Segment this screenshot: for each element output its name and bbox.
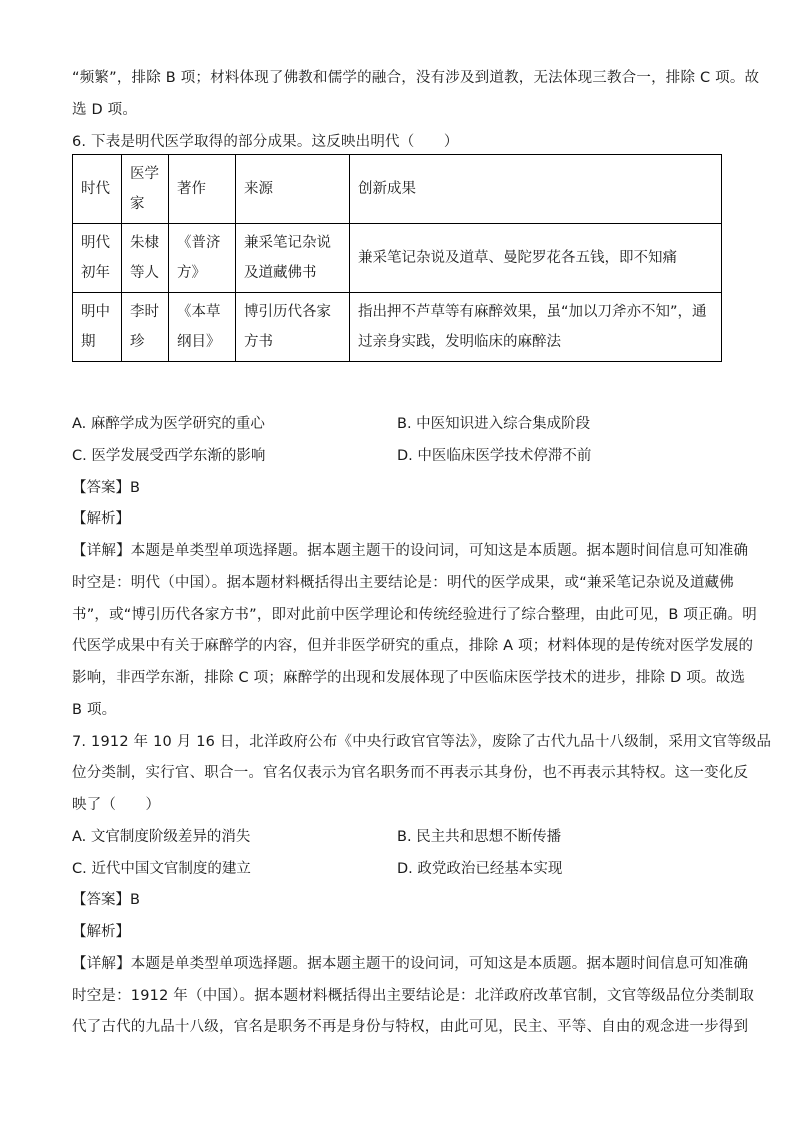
q7-option-d: D. 政党政治已经基本实现: [397, 861, 563, 877]
q7-stem-line: 映了（ ）: [72, 797, 161, 813]
q7-analysis-label: 【解析】: [72, 924, 130, 940]
table-header-cell: 医学家: [122, 155, 169, 224]
q6-detail-line: B 项。: [72, 702, 117, 718]
q6-answer: 【答案】B: [72, 480, 140, 496]
q5-analysis-line: 选 D 项。: [72, 102, 138, 118]
table-cell: 兼采笔记杂说及道草、曼陀罗花各五钱，即不知痛: [350, 224, 722, 293]
table-cell: 指出押不芦草等有麻醉效果，虽“加以刀斧亦不知”，通过亲身实践，发明临床的麻醉法: [350, 293, 722, 362]
table-row: [73, 224, 722, 293]
table-cell: 明中期: [73, 293, 122, 362]
q7-detail-line: 【详解】本题是单类型单项选择题。据本题主题干的设问词，可知这是本质题。据本题时间信息可知准确: [72, 956, 749, 972]
q7-answer: 【答案】B: [72, 892, 140, 908]
q6-analysis-label: 【解析】: [72, 511, 130, 527]
q6-option-d: D. 中医临床医学技术停滞不前: [397, 448, 592, 464]
table-cell: 《本草纲目》: [169, 293, 236, 362]
q6-option-c: C. 医学发展受西学东渐的影响: [72, 448, 266, 464]
q7-option-c: C. 近代中国文官制度的建立: [72, 861, 251, 877]
table-cell: 明代初年: [73, 224, 122, 293]
q6-detail-line: 时空是：明代（中国）。据本题材料概括得出主要结论是：明代的医学成果，或“兼采笔记杂说及道藏佛: [72, 575, 734, 591]
q7-detail-line: 代了古代的九品十八级，官名是职务不再是身份与特权，由此可见，民主、平等、自由的观念进一步得到: [72, 1019, 749, 1035]
table-header-cell: 时代: [73, 155, 122, 224]
table-cell: 博引历代各家方书: [236, 293, 350, 362]
table-header-cell: 来源: [236, 155, 350, 224]
q7-detail-line: 时空是：1912 年（中国）。据本题材料概括得出主要结论是：北洋政府改革官制，文官等级品位分类制取: [72, 988, 755, 1004]
table-header-row: [73, 155, 722, 224]
q6-option-a: A. 麻醉学成为医学研究的重心: [72, 416, 265, 432]
table-cell: 《普济方》: [169, 224, 236, 293]
q7-option-b: B. 民主共和思想不断传播: [397, 829, 562, 845]
table-row: [73, 293, 722, 362]
table-cell: 兼采笔记杂说及道藏佛书: [236, 224, 350, 293]
q6-table: [72, 154, 722, 362]
table-header-cell: 著作: [169, 155, 236, 224]
q6-detail-line: 书”，或“博引历代各家方书”，即对此前中医学理论和传统经验进行了综合整理，由此可见，B 项正确。明: [72, 607, 757, 623]
q6-detail-line: 影响，非西学东渐，排除 C 项；麻醉学的出现和发展体现了中医临床医学技术的进步，排除 D 项。故选: [72, 670, 746, 686]
q6-detail-line: 代医学成果中有关于麻醉学的内容，但并非医学研究的重点，排除 A 项；材料体现的是传统对医学发展的: [72, 638, 754, 654]
q7-stem-line: 7. 1912 年 10 月 16 日，北洋政府公布《中央行政官官等法》，废除了古代九品十八级制，采用文官等级品: [72, 734, 772, 750]
q6-detail-line: 【详解】本题是单类型单项选择题。据本题主题干的设问词，可知这是本质题。据本题时间信息可知准确: [72, 543, 749, 559]
q5-analysis-line: “频繁”，排除 B 项；材料体现了佛教和儒学的融合，没有涉及到道教，无法体现三教合一，排除 C 项。故: [72, 70, 760, 86]
q6-option-b: B. 中医知识进入综合集成阶段: [397, 416, 591, 432]
table-cell: 朱棣等人: [122, 224, 169, 293]
q7-stem-line: 位分类制，实行官、职合一。官名仅表示为官名职务而不再表示其身份，也不再表示其特权。这一变化反: [72, 765, 749, 781]
q7-option-a: A. 文官制度阶级差异的消失: [72, 829, 251, 845]
q6-stem: 6. 下表是明代医学取得的部分成果。这反映出明代（ ）: [72, 134, 459, 150]
table-cell: 李时珍: [122, 293, 169, 362]
table-header-cell: 创新成果: [350, 155, 722, 224]
